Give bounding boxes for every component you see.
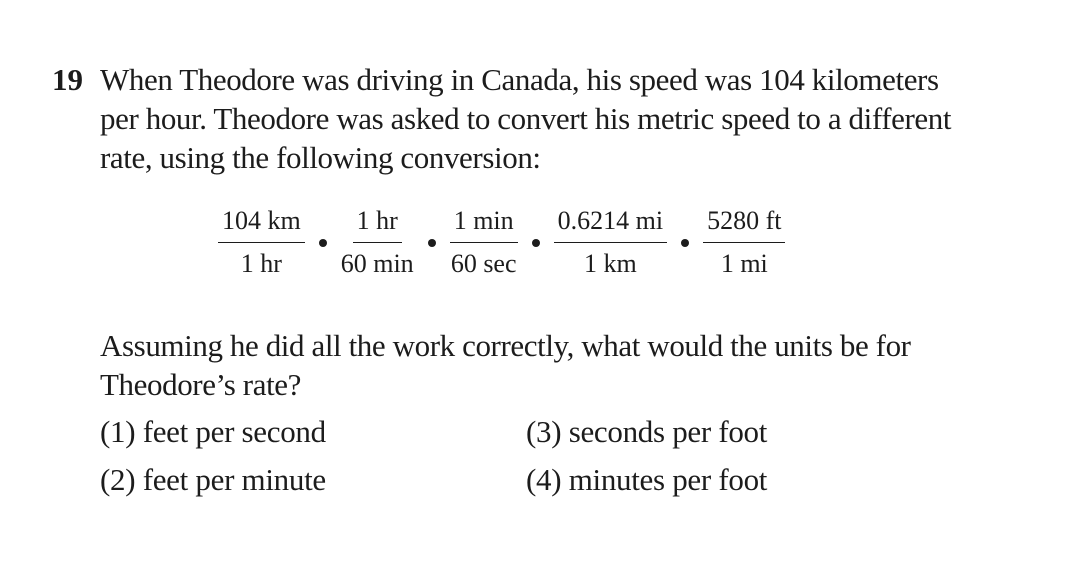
fraction [341,206,414,279]
multiplication-dot-icon [681,239,689,247]
multiplication-dot-icon [532,239,540,247]
fraction [554,206,667,279]
choice-label: (4) [526,462,562,497]
prompt-line: Assuming he did all the work correctly, what would the units be for [100,328,911,363]
stem-line: When Theodore was driving in Canada, his speed was 104 kilometers [100,62,939,97]
stem-line: per hour. Theodore was asked to convert his metric speed to a different [100,101,952,136]
choice-3[interactable] [526,414,767,450]
denominator: 1 km [584,249,637,278]
fraction [450,206,518,279]
conversion-expression [218,206,785,279]
question-prompt [100,326,1020,404]
multiplication-dot-icon [428,239,436,247]
question-stem [100,60,1020,177]
denominator: 1 mi [720,249,768,278]
numerator: 1 min [450,206,518,243]
choice-label: (1) [100,414,136,449]
stem-line: rate, using the following conversion: [100,140,541,175]
denominator: 60 sec [450,249,517,278]
numerator: 5280 ft [703,206,785,243]
denominator: 60 min [340,249,414,278]
choice-label: (2) [100,462,136,497]
numerator: 1 hr [353,206,402,243]
prompt-line: Theodore’s rate? [100,367,302,402]
numerator: 104 km [218,206,305,243]
choice-text: feet per minute [142,462,326,497]
choice-text: minutes per foot [568,462,768,497]
fraction [218,206,305,279]
denominator: 1 hr [240,249,282,278]
choice-text: seconds per foot [568,414,768,449]
choice-2[interactable] [100,462,326,498]
choice-text: feet per second [142,414,326,449]
question-number: 19 [52,62,83,97]
numerator: 0.6214 mi [554,206,667,243]
fraction [703,206,785,279]
multiplication-dot-icon [319,239,327,247]
choice-4[interactable] [526,462,767,498]
choice-1[interactable] [100,414,326,450]
choice-label: (3) [526,414,562,449]
